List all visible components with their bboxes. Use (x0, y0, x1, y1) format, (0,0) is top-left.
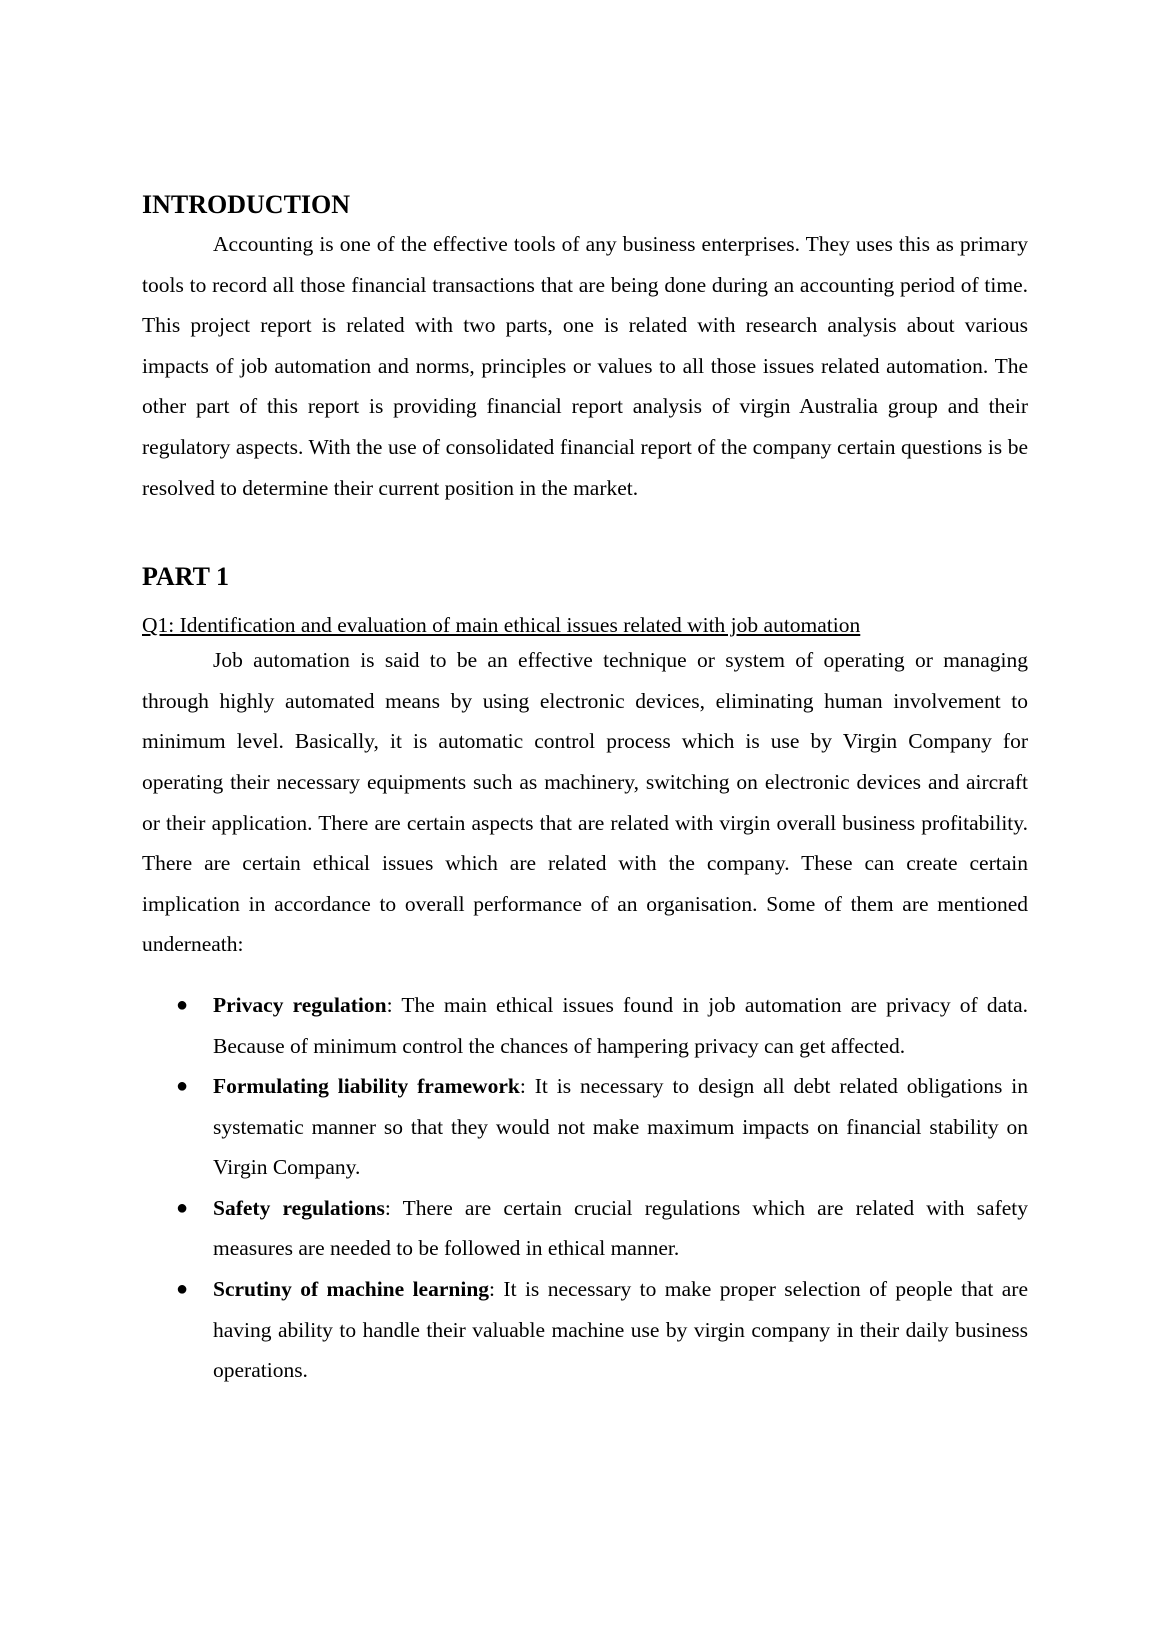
list-item (142, 1188, 1028, 1269)
bullet-icon: ● (176, 1075, 189, 1098)
bullet-text: : It is necessary to make proper selection of people that are having ability to handle their valuable machine use by virgin company in their daily business operations. (213, 1277, 1028, 1383)
bullet-text: : The main ethical issues found in job automation are privacy of data. Because of minimum control the chances of hampering privacy can get affected. (213, 992, 1028, 1058)
list-item (142, 1066, 1028, 1188)
bullet-icon: ● (176, 1278, 189, 1301)
list-item (142, 985, 1028, 1066)
bullet-text: : There are certain crucial regulations which are related with safety measures are needed to be followed in ethical manner. (213, 1195, 1028, 1261)
bullet-term: Safety regulations (213, 1195, 385, 1220)
bullet-term: Formulating liability framework (213, 1074, 520, 1099)
bullet-term: Privacy regulation (213, 992, 387, 1017)
bullet-icon: ● (176, 993, 189, 1016)
document-page (142, 186, 1028, 1391)
bullet-text: : It is necessary to design all debt related obligations in systematic manner so that they would not make maximum impacts on financial stability on Virgin Company. (213, 1074, 1028, 1180)
bullet-term: Scrutiny of machine learning (213, 1277, 490, 1302)
part1-paragraph: Job automation is said to be an effective technique or system of operating or managing through highly automated means by using electronic devices, eliminating human involvement to minimum level. Basically, it is automatic control process which is use by Virgin Company for operating their necessary equipments such as machinery, switching on electronic devices and aircraft or their application. There are certain aspects that are related with virgin overall business profitability. There are certain ethical issues which are related with the company. These can create certain implication in accordance to overall performance of an organisation. Some of them are mentioned underneath: (142, 648, 1028, 957)
introduction-heading: INTRODUCTION (142, 190, 351, 219)
section-spacer (142, 508, 1028, 558)
question-heading: Q1: Identification and evaluation of main ethical issues related with job automation (142, 613, 861, 638)
ethical-issues-list (142, 985, 1028, 1391)
part1-heading: PART 1 (142, 562, 229, 592)
list-item (142, 1269, 1028, 1391)
bullet-icon: ● (176, 1196, 189, 1219)
introduction-paragraph: Accounting is one of the effective tools of any business enterprises. They uses this as primary tools to record all those financial transactions that are being done during an accounting period of time. This project report is related with two parts, one is related with research analysis about various impacts of job automation and norms, principles or values to all those issues related automation. The other part of this report is providing financial report analysis of virgin Australia group and their regulatory aspects. With the use of consolidated financial report of the company certain questions is be resolved to determine their current position in the market. (142, 232, 1028, 500)
